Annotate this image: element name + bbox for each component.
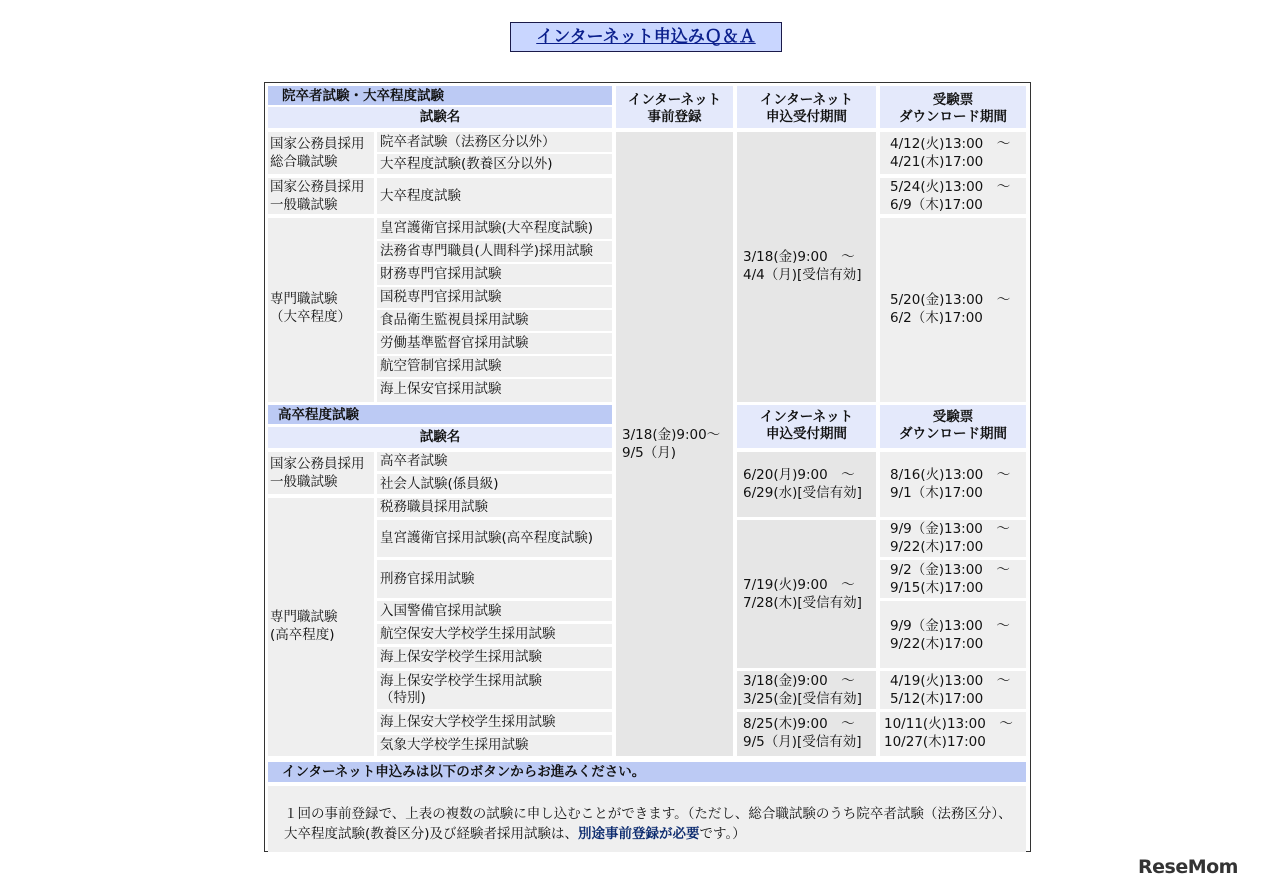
application-period: 8/25(木)9:00 ～ 9/5（月)[受信有効] (737, 712, 876, 756)
exam-item: 法務省専門職員(人間科学)採用試験 (377, 241, 612, 262)
exam-name-header: 試験名 (268, 427, 612, 448)
exam-item: 海上保安学校学生採用試験 (377, 647, 612, 668)
application-period: 7/19(火)9:00 ～ 7/28(木)[受信有効] (737, 520, 876, 668)
section-header-high-school: 高卒程度試験 (268, 405, 612, 424)
exam-item: 院卒者試験（法務区分以外） (377, 132, 612, 152)
exam-item: 大卒程度試験(教養区分以外) (377, 154, 612, 174)
exam-item: 航空管制官採用試験 (377, 356, 612, 377)
download-period: 9/2（金)13:00 ～ 9/15(木)17:00 (880, 560, 1026, 598)
download-period: 9/9（金)13:00 ～ 9/22(木)17:00 (880, 601, 1026, 668)
exam-item: 皇宮護衛官採用試験(大卒程度試験) (377, 218, 612, 239)
application-note (268, 786, 1026, 852)
exam-item: 税務職員採用試験 (377, 498, 612, 517)
category-specialist-high-school: 専門職試験 (高卒程度) (268, 498, 374, 756)
exam-item: 大卒程度試験 (377, 178, 612, 214)
pre-registration-period: 3/18(金)9:00～ 9/5（月) (616, 132, 733, 756)
category-specialist-university: 専門職試験 （大卒程度） (268, 218, 374, 402)
exam-item: 海上保安官採用試験 (377, 379, 612, 402)
application-period-header: インターネット 申込受付期間 (737, 405, 876, 448)
exam-item: 財務専門官採用試験 (377, 264, 612, 285)
application-period-university: 3/18(金)9:00 ～ 4/4（月)[受信有効] (737, 132, 876, 402)
application-period: 3/18(金)9:00 ～ 3/25(金)[受信有効] (737, 671, 876, 709)
category-general-service-ippan: 国家公務員採用 一般職試験 (268, 452, 374, 494)
download-period: 5/20(金)13:00 ～ 6/2（木)17:00 (880, 218, 1026, 402)
download-period: 9/9（金)13:00 ～ 9/22(木)17:00 (880, 520, 1026, 557)
separate-registration-link[interactable]: 別途事前登録が必要 (578, 826, 700, 842)
download-period-header: 受験票 ダウンロード期間 (880, 405, 1026, 448)
application-period-header: インターネット 申込受付期間 (737, 86, 876, 128)
note-text: １回の事前登録で、上表の複数の試験に申し込むことができます。（ただし、総合職試験のうち院卒者試験（法務区分）、大卒程度試験(教養区分)及び経験者採用試験は、 (284, 806, 1012, 842)
exam-item: 刑務官採用試験 (377, 560, 612, 598)
category-general-service-comprehensive: 国家公務員採用 総合職試験 (268, 132, 374, 174)
exam-item: 海上保安大学校学生採用試験 (377, 712, 612, 732)
exam-item: 労働基準監督官採用試験 (377, 333, 612, 354)
qa-link-button[interactable]: インターネット申込みＱ＆Ａ (510, 22, 782, 52)
download-period-header: 受験票 ダウンロード期間 (880, 86, 1026, 128)
exam-item: 気象大学校学生採用試験 (377, 735, 612, 756)
section-header-university: 院卒者試験・大卒程度試験 (268, 86, 612, 105)
exam-item: 食品衛生監視員採用試験 (377, 310, 612, 331)
exam-name-header: 試験名 (268, 107, 612, 128)
download-period: 8/16(火)13:00 ～ 9/1（木)17:00 (880, 452, 1026, 517)
exam-item: 航空保安大学校学生採用試験 (377, 624, 612, 644)
exam-item: 国税専門官採用試験 (377, 287, 612, 308)
exam-item: 高卒者試験 (377, 452, 612, 471)
category-general-service-ippan: 国家公務員採用 一般職試験 (268, 178, 374, 214)
download-period: 4/19(火)13:00 ～ 5/12(木)17:00 (880, 671, 1026, 709)
exam-item: 社会人試験(係員級) (377, 474, 612, 494)
exam-item: 入国警備官採用試験 (377, 601, 612, 621)
application-instruction-heading: インターネット申込みは以下のボタンからお進みください。 (268, 762, 1026, 782)
download-period: 10/11(火)13:00 ～ 10/27(木)17:00 (880, 712, 1026, 756)
download-period: 4/12(火)13:00 ～ 4/21(木)17:00 (880, 132, 1026, 174)
pre-registration-header: インターネット 事前登録 (616, 86, 733, 128)
exam-item: 皇宮護衛官採用試験(高卒程度試験) (377, 520, 612, 557)
download-period: 5/24(火)13:00 ～ 6/9（木)17:00 (880, 178, 1026, 214)
resemom-logo: ReseMom (1138, 856, 1238, 878)
note-text-end: です。） (699, 826, 746, 842)
application-period: 6/20(月)9:00 ～ 6/29(水)[受信有効] (737, 452, 876, 517)
exam-item: 海上保安学校学生採用試験 （特別) (377, 671, 612, 709)
